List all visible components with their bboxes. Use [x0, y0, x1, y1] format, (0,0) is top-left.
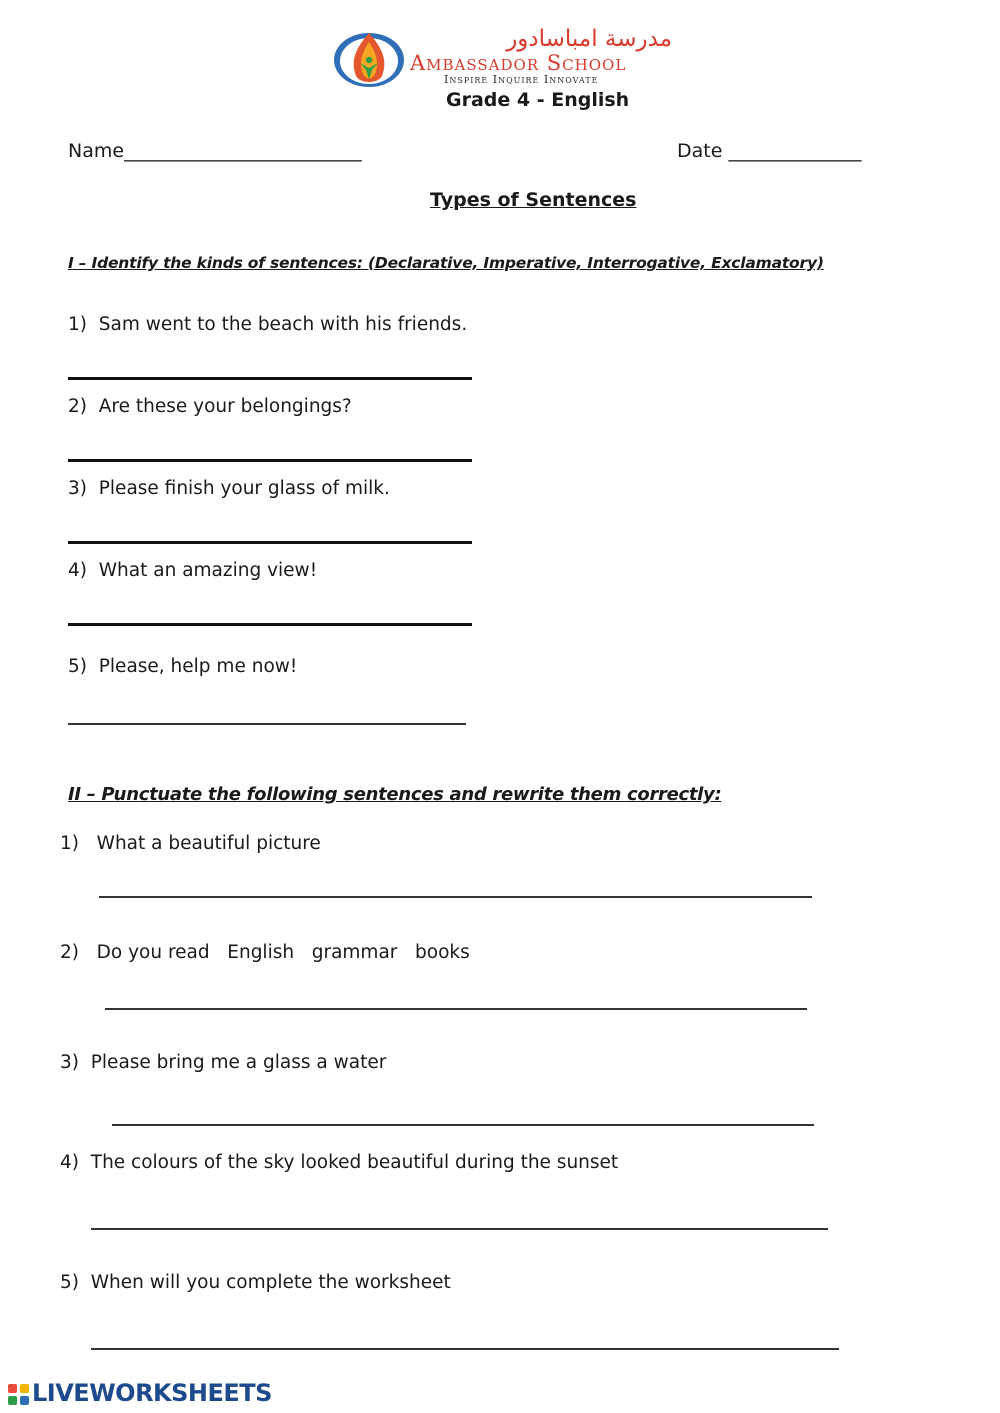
s1-question-3	[68, 478, 390, 499]
liveworksheets-grid-icon	[8, 1384, 30, 1406]
s2-question-4	[60, 1152, 618, 1173]
date-field[interactable]	[677, 140, 861, 162]
question-text: What an amazing view!	[98, 560, 318, 581]
question-text: Sam went to the beach with his friends.	[98, 314, 468, 335]
question-text: Please, help me now!	[98, 656, 298, 677]
question-number: 1)	[60, 833, 79, 854]
s2-question-2	[60, 942, 470, 963]
question-number: 5)	[60, 1272, 79, 1293]
s2-answer-line-3[interactable]	[112, 1124, 814, 1126]
s2-answer-line-1[interactable]	[99, 896, 812, 898]
question-text: Please bring me a glass a water	[90, 1052, 387, 1073]
question-number: 4)	[60, 1152, 79, 1173]
question-number: 3)	[60, 1052, 79, 1073]
s2-answer-line-5[interactable]	[91, 1348, 839, 1350]
question-number: 3)	[68, 478, 87, 499]
grade-subject: Grade 4 - English	[446, 89, 630, 111]
s2-question-5	[60, 1272, 451, 1293]
s2-question-3	[60, 1052, 386, 1073]
section1-instruction: I – Identify the kinds of sentences: (Declarative, Imperative, Interrogative, Exclamatory)	[68, 254, 824, 272]
question-text: The colours of the sky looked beautiful during the sunset	[90, 1152, 619, 1173]
school-name: Ambassador School	[410, 51, 627, 75]
section2-instruction: II – Punctuate the following sentences and rewrite them correctly:	[68, 784, 722, 805]
question-number: 5)	[68, 656, 87, 677]
s1-answer-line-2[interactable]	[68, 459, 472, 462]
s1-answer-line-3[interactable]	[68, 541, 472, 544]
s2-question-1	[60, 833, 321, 854]
s2-answer-line-2[interactable]	[105, 1008, 807, 1010]
question-text: Please finish your glass of milk.	[98, 478, 390, 499]
name-blank[interactable]: _________________________	[124, 140, 362, 162]
question-text: Do you read English grammar books	[96, 942, 470, 963]
s1-question-5	[68, 656, 297, 677]
school-logo	[332, 26, 677, 88]
name-field[interactable]	[68, 140, 362, 162]
school-name-arabic: مدرسة امباسادور	[506, 26, 672, 52]
school-motto: Inspire Inquire Innovate	[444, 73, 599, 86]
flame-emblem-icon	[332, 30, 406, 88]
liveworksheets-brand[interactable]: LIVEWORKSHEETS	[32, 1379, 272, 1407]
name-label: Name	[68, 140, 125, 162]
s1-question-1	[68, 314, 467, 335]
question-text: Are these your belongings?	[98, 396, 352, 417]
s1-answer-line-5[interactable]	[68, 723, 466, 725]
question-number: 4)	[68, 560, 87, 581]
date-label: Date	[677, 140, 723, 162]
question-number: 1)	[68, 314, 87, 335]
question-text: When will you complete the worksheet	[90, 1272, 451, 1293]
date-blank[interactable]: ______________	[728, 140, 862, 162]
worksheet-title: Types of Sentences	[430, 189, 637, 211]
s1-question-4	[68, 560, 317, 581]
question-text: What a beautiful picture	[96, 833, 321, 854]
question-number: 2)	[68, 396, 87, 417]
s1-question-2	[68, 396, 352, 417]
s1-answer-line-1[interactable]	[68, 377, 472, 380]
question-number: 2)	[60, 942, 79, 963]
s2-answer-line-4[interactable]	[91, 1228, 828, 1230]
s1-answer-line-4[interactable]	[68, 623, 472, 626]
